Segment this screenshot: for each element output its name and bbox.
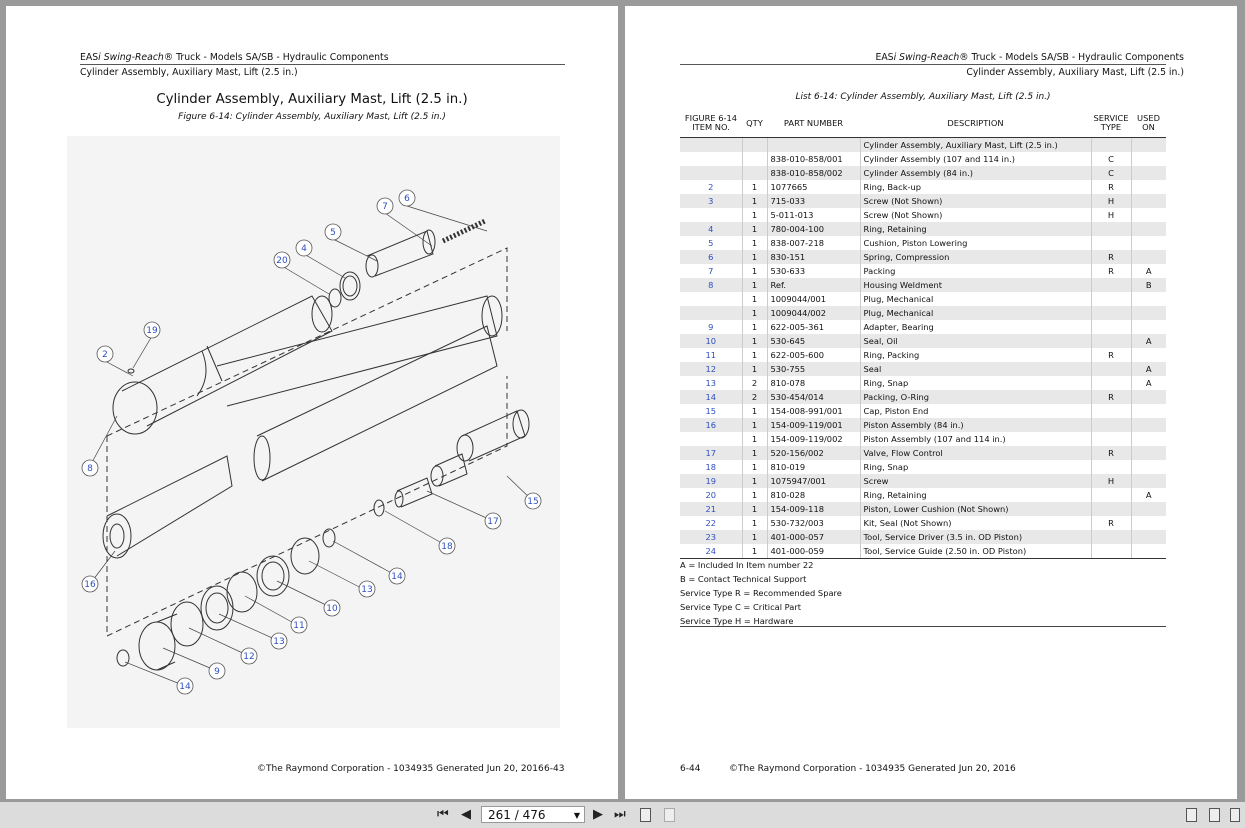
cell-item-no[interactable]: 18 (705, 462, 717, 472)
cell-description: Cap, Piston End (860, 404, 1091, 418)
cell-qty: 1 (742, 348, 767, 362)
table-row (680, 320, 1166, 334)
cell-service-type: R (1091, 250, 1131, 264)
chevron-down-icon[interactable]: ▼ (573, 811, 580, 820)
callout-label: 15 (527, 497, 539, 508)
legend-notes (680, 558, 842, 628)
callout-20 (274, 252, 290, 268)
footer-page-number: 6-43 (544, 764, 565, 774)
cell-description: Cushion, Piston Lowering (860, 236, 1091, 250)
page-number-field[interactable] (481, 806, 585, 823)
callout-16 (82, 576, 98, 592)
table-row (680, 306, 1166, 320)
col-service-type: SERVICE TYPE (1091, 109, 1131, 138)
callout-6 (399, 190, 415, 206)
col-qty: QTY (742, 109, 767, 138)
callout-14 (389, 568, 405, 584)
callout-19 (144, 322, 160, 338)
cell-description: Valve, Flow Control (860, 446, 1091, 460)
cell-item-no[interactable]: 10 (680, 334, 742, 348)
cell-item-no[interactable]: 22 (705, 518, 717, 528)
cell-qty: 2 (742, 376, 767, 390)
table-row (680, 488, 1166, 502)
page-header: EASi Swing-Reach® Truck - Models SA/SB - Hydraulic Components (875, 52, 1184, 63)
table-row (680, 516, 1166, 530)
viewer-toolbar (0, 802, 1245, 828)
cell-service-type: C (1091, 152, 1131, 166)
note-line: A = Included In Item number 22 (680, 560, 814, 570)
table-row (680, 502, 1166, 516)
cell-used-on (1131, 404, 1166, 418)
last-page-icon[interactable]: ⏭ (614, 807, 626, 822)
cell-description: Ring, Retaining (860, 222, 1091, 236)
cell-item-no (680, 292, 742, 306)
note-line: B = Contact Technical Support (680, 574, 807, 584)
cell-item-no[interactable]: 4 (680, 222, 742, 236)
notes-rule (680, 626, 1166, 627)
cell-part-number: Ref. (767, 278, 860, 292)
cell-used-on (1131, 138, 1166, 153)
cell-item-no[interactable]: 8 (680, 278, 742, 292)
cell-service-type: R (1091, 348, 1131, 362)
cell-service-type: H (1091, 194, 1131, 208)
cell-qty: 1 (742, 180, 767, 194)
cell-qty: 1 (742, 320, 767, 334)
cell-description: Screw (Not Shown) (860, 194, 1091, 208)
cell-item-no[interactable]: 23 (680, 530, 742, 544)
table-row (680, 264, 1166, 278)
table-row (680, 180, 1166, 194)
cell-part-number: 530-633 (767, 264, 860, 278)
cell-part-number: 154-008-991/001 (767, 404, 860, 418)
cell-item-no[interactable]: 19 (680, 474, 742, 488)
header-rule (680, 64, 1166, 65)
cell-part-number: 530-454/014 (767, 390, 860, 404)
exploded-view-drawing (67, 136, 560, 728)
callout-label: 13 (361, 585, 373, 596)
page-subheader: Cylinder Assembly, Auxiliary Mast, Lift (2.5 in.) (966, 67, 1184, 78)
callout-label: 4 (301, 244, 307, 255)
cell-qty: 1 (742, 418, 767, 432)
cell-item-no[interactable]: 3 (680, 194, 742, 208)
cell-part-number: 715-033 (767, 194, 860, 208)
cell-used-on (1131, 418, 1166, 432)
table-row (680, 460, 1166, 474)
callout-label: 5 (330, 228, 336, 239)
cell-service-type (1091, 432, 1131, 446)
cell-part-number: 154-009-118 (767, 502, 860, 516)
table-header-row (680, 109, 1166, 138)
cell-used-on: A (1131, 264, 1166, 278)
cell-description: Cylinder Assembly (84 in.) (860, 166, 1091, 180)
table-row (680, 138, 1166, 153)
cell-item-no (680, 166, 742, 180)
cell-used-on: A (1131, 362, 1166, 376)
cell-item-no (680, 152, 742, 166)
cell-qty (742, 166, 767, 180)
cell-description: Piston, Lower Cushion (Not Shown) (860, 502, 1091, 516)
cell-service-type (1091, 418, 1131, 432)
cell-service-type (1091, 530, 1131, 544)
cell-used-on (1131, 222, 1166, 236)
callout-label: 8 (87, 464, 93, 475)
callout-label: 19 (146, 326, 158, 337)
cell-service-type: H (1091, 208, 1131, 222)
cell-description: Seal, Oil (860, 334, 1091, 348)
callout-label: 7 (382, 202, 388, 213)
cell-description: Ring, Back-up (860, 180, 1091, 194)
callout-14 (177, 678, 193, 694)
callout-13 (359, 581, 375, 597)
cell-service-type (1091, 236, 1131, 250)
col-part-number: PART NUMBER (767, 109, 860, 138)
cell-part-number: 622-005-361 (767, 320, 860, 334)
cell-qty: 1 (742, 460, 767, 474)
table-row (680, 362, 1166, 376)
cell-service-type: H (1091, 474, 1131, 488)
cell-used-on (1131, 446, 1166, 460)
page-indicator: 261 / 476 (488, 808, 546, 822)
cell-service-type (1091, 502, 1131, 516)
callout-17 (485, 513, 501, 529)
cell-item-no[interactable]: 5 (708, 238, 714, 248)
callout-label: 12 (243, 652, 255, 663)
cell-item-no[interactable]: 13 (705, 378, 717, 388)
cell-service-type (1091, 460, 1131, 474)
cell-used-on (1131, 194, 1166, 208)
cell-description: Plug, Mechanical (860, 292, 1091, 306)
figure-caption: Figure 6-14: Cylinder Assembly, Auxiliary Mast, Lift (2.5 in.) (178, 112, 446, 122)
cell-qty: 1 (742, 432, 767, 446)
cell-item-no (680, 208, 742, 222)
rotate-page-icon[interactable] (640, 808, 651, 822)
callout-label: 2 (102, 350, 108, 361)
exploded-diagram (67, 136, 560, 728)
cell-service-type (1091, 376, 1131, 390)
cell-qty: 1 (742, 208, 767, 222)
cell-used-on (1131, 152, 1166, 166)
cell-part-number: 5-011-013 (767, 208, 860, 222)
table-row (680, 250, 1166, 264)
footer-copyright: ©The Raymond Corporation - 1034935 Generated Jun 20, 2016 (257, 764, 544, 774)
cell-used-on (1131, 432, 1166, 446)
cell-part-number: 810-028 (767, 488, 860, 502)
table-row (680, 446, 1166, 460)
table-row (680, 166, 1166, 180)
cell-item-no[interactable]: 7 (708, 266, 714, 276)
callout-label: 9 (214, 667, 220, 678)
callout-11 (291, 617, 307, 633)
cell-service-type (1091, 404, 1131, 418)
cell-qty: 1 (742, 334, 767, 348)
first-page-icon[interactable]: ⏮ (437, 807, 449, 822)
cell-qty: 1 (742, 236, 767, 250)
cell-description: Cylinder Assembly, Auxiliary Mast, Lift (2.5 in.) (860, 138, 1091, 153)
cell-qty: 1 (742, 194, 767, 208)
cell-item-no (680, 138, 742, 153)
cell-item-no[interactable]: 14 (680, 390, 742, 404)
cell-part-number: 520-156/002 (767, 446, 860, 460)
cell-part-number: 154-009-119/002 (767, 432, 860, 446)
callout-label: 14 (391, 572, 403, 583)
cell-item-no[interactable]: 17 (680, 446, 742, 460)
table-row (680, 236, 1166, 250)
parts-list-table (680, 109, 1166, 559)
cell-qty: 1 (742, 516, 767, 530)
continuous-view-icon[interactable] (1209, 808, 1220, 822)
cell-description: Tool, Service Guide (2.50 in. OD Piston) (860, 544, 1091, 559)
cell-qty: 2 (742, 390, 767, 404)
col-item-no: FIGURE 6-14 ITEM NO. (680, 109, 742, 138)
cell-item-no[interactable]: 20 (705, 490, 717, 500)
cell-description: Kit, Seal (Not Shown) (860, 516, 1091, 530)
cell-part-number: 810-019 (767, 460, 860, 474)
callout-13 (271, 633, 287, 649)
cell-service-type: C (1091, 166, 1131, 180)
table-row (680, 474, 1166, 488)
cell-description: Seal (860, 362, 1091, 376)
cell-qty: 1 (742, 306, 767, 320)
cell-item-no[interactable]: 11 (705, 350, 717, 360)
cell-item-no[interactable]: 15 (705, 406, 717, 416)
table-row (680, 530, 1166, 544)
callout-7 (377, 198, 393, 214)
cell-part-number: 530-645 (767, 334, 860, 348)
callout-9 (209, 663, 225, 679)
right-page (625, 6, 1237, 799)
previous-page-icon[interactable]: ◀ (461, 807, 471, 822)
cell-description: Housing Weldment (860, 278, 1091, 292)
cell-used-on (1131, 516, 1166, 530)
cell-used-on (1131, 530, 1166, 544)
cell-service-type (1091, 278, 1131, 292)
list-caption: List 6-14: Cylinder Assembly, Auxiliary Mast, Lift (2.5 in.) (795, 92, 1051, 102)
cell-item-no[interactable]: 24 (680, 544, 742, 559)
cell-used-on: A (1131, 488, 1166, 502)
cell-qty: 1 (742, 278, 767, 292)
callout-label: 13 (273, 637, 285, 648)
cell-used-on (1131, 292, 1166, 306)
cell-description: Ring, Snap (860, 460, 1091, 474)
cell-used-on (1131, 390, 1166, 404)
cell-description: Ring, Retaining (860, 488, 1091, 502)
callout-label: 18 (441, 542, 453, 553)
cell-used-on (1131, 208, 1166, 222)
cell-item-no (680, 306, 742, 320)
table-row (680, 152, 1166, 166)
callout-label: 17 (487, 517, 499, 528)
cell-qty: 1 (742, 404, 767, 418)
left-page (6, 6, 618, 799)
cell-used-on (1131, 544, 1166, 559)
cell-qty: 1 (742, 474, 767, 488)
callout-label: 10 (326, 604, 338, 615)
cell-service-type: R (1091, 390, 1131, 404)
cell-part-number: 530-755 (767, 362, 860, 376)
table-row (680, 334, 1166, 348)
cell-qty: 1 (742, 222, 767, 236)
note-line: Service Type R = Recommended Spare (680, 588, 842, 598)
table-row (680, 278, 1166, 292)
note-line: Service Type C = Critical Part (680, 602, 802, 612)
cell-description: Piston Assembly (84 in.) (860, 418, 1091, 432)
table-row (680, 376, 1166, 390)
cell-part-number: 1009044/002 (767, 306, 860, 320)
cell-description: Ring, Packing (860, 348, 1091, 362)
cell-description: Tool, Service Driver (3.5 in. OD Piston) (860, 530, 1091, 544)
cell-part-number: 838-007-218 (767, 236, 860, 250)
page-header: EASi Swing-Reach® Truck - Models SA/SB - Hydraulic Components (80, 52, 389, 63)
cell-qty: 1 (742, 488, 767, 502)
table-row (680, 432, 1166, 446)
cell-description: Adapter, Bearing (860, 320, 1091, 334)
cell-item-no[interactable]: 9 (708, 322, 714, 332)
cell-qty (742, 138, 767, 153)
cell-qty: 1 (742, 502, 767, 516)
cell-part-number (767, 138, 860, 153)
cell-qty: 1 (742, 446, 767, 460)
cell-part-number: 1077665 (767, 180, 860, 194)
cell-item-no[interactable]: 16 (680, 418, 742, 432)
cell-service-type (1091, 320, 1131, 334)
cell-part-number: 838-010-858/002 (767, 166, 860, 180)
cell-description: Packing (860, 264, 1091, 278)
cell-qty: 1 (742, 292, 767, 306)
cell-used-on (1131, 166, 1166, 180)
next-page-icon[interactable]: ▶ (593, 807, 603, 822)
callout-label: 11 (293, 621, 305, 632)
callout-label: 16 (84, 580, 96, 591)
cell-part-number: 622-005-600 (767, 348, 860, 362)
cell-service-type (1091, 362, 1131, 376)
callout-4 (296, 240, 312, 256)
cell-used-on (1131, 502, 1166, 516)
cell-description: Packing, O-Ring (860, 390, 1091, 404)
callout-8 (82, 460, 98, 476)
cell-used-on (1131, 250, 1166, 264)
cell-qty: 1 (742, 544, 767, 559)
cell-used-on: A (1131, 376, 1166, 390)
cell-item-no[interactable]: 2 (708, 182, 714, 192)
cell-service-type (1091, 334, 1131, 348)
table-row (680, 390, 1166, 404)
callout-label: 14 (179, 682, 191, 693)
two-page-view-icon[interactable] (664, 808, 675, 822)
note-line: Service Type H = Hardware (680, 616, 794, 626)
cell-part-number: 401-000-057 (767, 530, 860, 544)
cell-service-type (1091, 544, 1131, 559)
cell-description: Screw (Not Shown) (860, 208, 1091, 222)
cell-used-on (1131, 460, 1166, 474)
cell-description: Screw (860, 474, 1091, 488)
cell-description: Cylinder Assembly (107 and 114 in.) (860, 152, 1091, 166)
cell-service-type (1091, 306, 1131, 320)
table-row (680, 292, 1166, 306)
table-row (680, 404, 1166, 418)
cell-item-no[interactable]: 12 (680, 362, 742, 376)
callout-18 (439, 538, 455, 554)
cell-item-no (680, 432, 742, 446)
single-page-view-icon[interactable] (1186, 808, 1197, 822)
cell-part-number: 838-010-858/001 (767, 152, 860, 166)
cell-part-number: 401-000-059 (767, 544, 860, 559)
col-description: DESCRIPTION (860, 109, 1091, 138)
cell-service-type (1091, 488, 1131, 502)
header-rule (80, 64, 565, 65)
cell-used-on (1131, 320, 1166, 334)
cell-qty: 1 (742, 530, 767, 544)
cell-used-on (1131, 236, 1166, 250)
cell-description: Ring, Snap (860, 376, 1091, 390)
table-row (680, 222, 1166, 236)
cell-description: Piston Assembly (107 and 114 in.) (860, 432, 1091, 446)
cell-service-type (1091, 292, 1131, 306)
cell-item-no[interactable]: 6 (680, 250, 742, 264)
cell-service-type: R (1091, 180, 1131, 194)
cell-service-type: R (1091, 516, 1131, 530)
footer-page-number: 6-44 (680, 764, 701, 774)
cell-used-on: A (1131, 334, 1166, 348)
cell-service-type: R (1091, 446, 1131, 460)
cell-part-number: 780-004-100 (767, 222, 860, 236)
cell-qty: 1 (742, 250, 767, 264)
facing-view-icon[interactable] (1230, 808, 1240, 822)
cell-service-type (1091, 138, 1131, 153)
figure-title: Cylinder Assembly, Auxiliary Mast, Lift (2.5 in.) (156, 92, 468, 107)
cell-part-number: 154-009-119/001 (767, 418, 860, 432)
cell-used-on: B (1131, 278, 1166, 292)
table-row (680, 208, 1166, 222)
cell-service-type: R (1091, 264, 1131, 278)
callout-label: 6 (404, 194, 410, 205)
cell-item-no[interactable]: 21 (680, 502, 742, 516)
callout-5 (325, 224, 341, 240)
cell-description: Plug, Mechanical (860, 306, 1091, 320)
cell-qty (742, 152, 767, 166)
callout-2 (97, 346, 113, 362)
col-used-on: USED ON (1131, 109, 1166, 138)
cell-part-number: 830-151 (767, 250, 860, 264)
page-subheader: Cylinder Assembly, Auxiliary Mast, Lift (2.5 in.) (80, 67, 298, 78)
callout-label: 20 (276, 256, 288, 267)
cell-part-number: 1009044/001 (767, 292, 860, 306)
table-row (680, 194, 1166, 208)
cell-qty: 1 (742, 264, 767, 278)
callout-12 (241, 648, 257, 664)
cell-used-on (1131, 306, 1166, 320)
table-row (680, 418, 1166, 432)
cell-part-number: 810-078 (767, 376, 860, 390)
cell-part-number: 530-732/003 (767, 516, 860, 530)
footer-copyright: ©The Raymond Corporation - 1034935 Generated Jun 20, 2016 (729, 764, 1016, 774)
table-row (680, 348, 1166, 362)
cell-qty: 1 (742, 362, 767, 376)
table-row (680, 544, 1166, 559)
callout-10 (324, 600, 340, 616)
cell-used-on (1131, 348, 1166, 362)
cell-description: Spring, Compression (860, 250, 1091, 264)
cell-part-number: 1075947/001 (767, 474, 860, 488)
callout-15 (525, 493, 541, 509)
cell-service-type (1091, 222, 1131, 236)
cell-used-on (1131, 180, 1166, 194)
cell-used-on (1131, 474, 1166, 488)
